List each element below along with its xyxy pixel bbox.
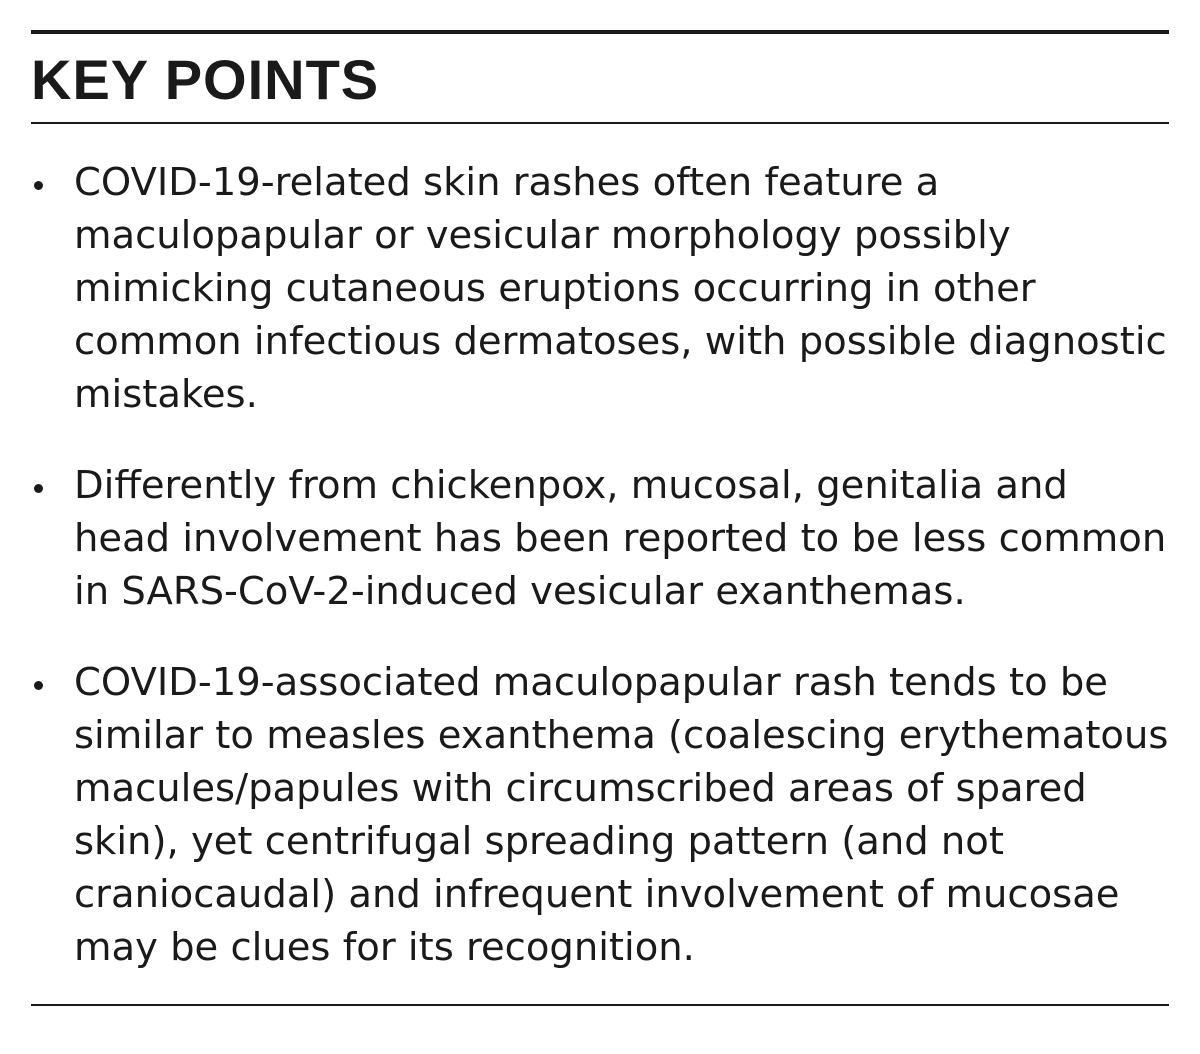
- bullet-icon: [34, 484, 43, 493]
- key-point-item: [31, 156, 1169, 421]
- key-points-list: [31, 156, 1169, 1012]
- key-point-item: [31, 459, 1169, 618]
- bottom-rule: [31, 1004, 1169, 1006]
- key-point-item: [31, 656, 1169, 974]
- top-rule: [31, 30, 1169, 34]
- heading-divider: [31, 122, 1169, 124]
- key-points-heading: KEY POINTS: [31, 48, 380, 111]
- bullet-icon: [34, 181, 43, 190]
- key-point-text: COVID-19-related skin rashes often feature a maculopapular or vesicular morphology possibly mimicking cutaneous eruptions occurring in other common infectious dermatoses, with possible diagnostic mistakes.: [74, 160, 1167, 417]
- bullet-icon: [34, 681, 43, 690]
- key-point-text: Differently from chickenpox, mucosal, genitalia and head involvement has been reported to be less common in SARS-CoV-2-induced vesicular exanthemas.: [74, 463, 1167, 614]
- key-point-text: COVID-19-associated maculopapular rash tends to be similar to measles exanthema (coalescing erythematous macules/papules with circumscribed areas of spared skin), yet centrifugal spreading pattern (and not craniocaudal) and infrequent involvement of mucosae may be clues for its recognition.: [74, 660, 1169, 970]
